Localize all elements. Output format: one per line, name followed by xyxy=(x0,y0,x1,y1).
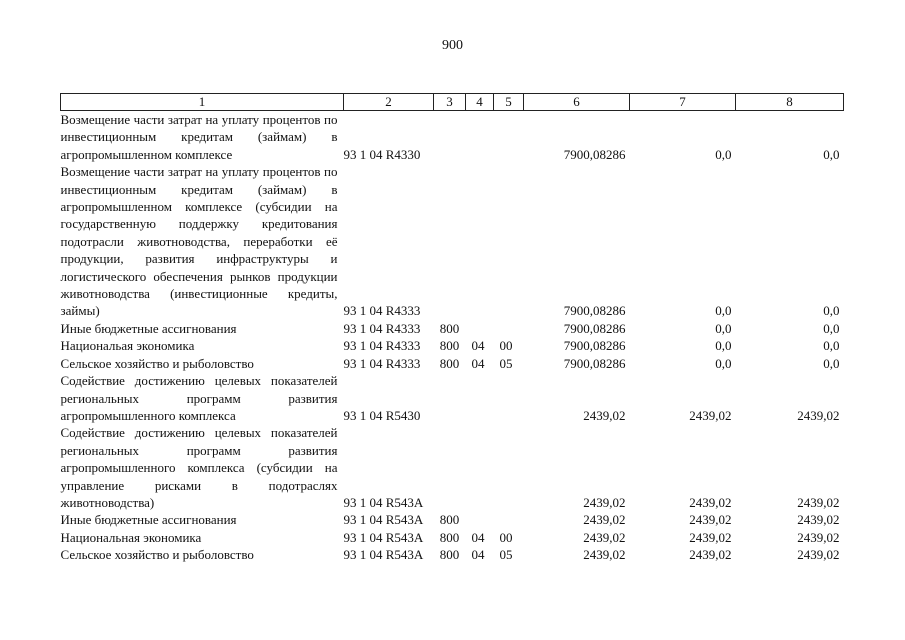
row-value-col8: 0,0 xyxy=(823,338,840,354)
row-name: Иные бюджетные ассигнования xyxy=(60,512,237,528)
row-subsection: 05 xyxy=(499,355,513,371)
header-col-6: 6 xyxy=(524,94,630,111)
row-section: 04 xyxy=(471,355,485,371)
row-subsection: 00 xyxy=(499,338,513,354)
row-value-col6: 2439,02 xyxy=(583,407,626,423)
row-expense-type: 800 xyxy=(439,338,460,354)
page-number: 900 xyxy=(442,38,463,53)
row-expense-type xyxy=(434,372,466,424)
row-name: Содействие достижению целевых показателей региональных программ развития агропромышленного комплекса xyxy=(60,373,338,423)
row-expense-type: 800 xyxy=(439,320,460,336)
row-code: 93 1 04 R4333 xyxy=(343,355,421,371)
row-code: 93 1 04 R4333 xyxy=(343,320,421,336)
header-col-4: 4 xyxy=(466,94,494,111)
row-value-col8: 2439,02 xyxy=(797,547,840,563)
row-code: 93 1 04 R543A xyxy=(343,494,424,510)
row-expense-type: 800 xyxy=(439,529,460,545)
row-value-col6: 2439,02 xyxy=(583,547,626,563)
table-row xyxy=(61,337,844,354)
row-value-col6: 2439,02 xyxy=(583,494,626,510)
header-col-5: 5 xyxy=(494,94,524,111)
table-body xyxy=(61,111,844,564)
row-name: Национальая экономика xyxy=(60,338,195,354)
table-row xyxy=(61,372,844,424)
header-row xyxy=(61,94,844,111)
row-name: Содействие достижению целевых показателей региональных программ развития агропромышленного комплекса (субсидии на управление рисками в подотраслях животноводства) xyxy=(60,425,338,510)
header-col-3: 3 xyxy=(434,94,466,111)
row-section xyxy=(466,320,494,337)
row-value-col7: 2439,02 xyxy=(689,547,732,563)
row-section: 04 xyxy=(471,529,485,545)
row-code: 93 1 04 R543A xyxy=(343,529,424,545)
table-row xyxy=(61,529,844,546)
row-code: 93 1 04 R5430 xyxy=(343,407,421,423)
row-code: 93 1 04 R4333 xyxy=(343,338,421,354)
row-section xyxy=(466,111,494,164)
row-value-col7: 0,0 xyxy=(715,320,732,336)
row-value-col8: 0,0 xyxy=(823,355,840,371)
row-value-col6: 7900,08286 xyxy=(563,320,626,336)
row-value-col6: 2439,02 xyxy=(583,529,626,545)
row-value-col8: 0,0 xyxy=(823,146,840,162)
row-value-col6: 7900,08286 xyxy=(563,303,626,319)
table-row xyxy=(61,355,844,372)
row-name: Сельское хозяйство и рыболовство xyxy=(60,355,254,371)
row-expense-type xyxy=(434,111,466,164)
row-value-col7: 0,0 xyxy=(715,146,732,162)
row-expense-type xyxy=(434,424,466,511)
header-col-2: 2 xyxy=(344,94,434,111)
row-code: 93 1 04 R543A xyxy=(343,547,424,563)
row-code: 93 1 04 R4333 xyxy=(343,303,421,319)
header-col-8: 8 xyxy=(736,94,844,111)
table-row xyxy=(61,111,844,164)
row-value-col7: 0,0 xyxy=(715,338,732,354)
row-value-col8: 0,0 xyxy=(823,303,840,319)
row-subsection xyxy=(494,111,524,164)
row-value-col6: 2439,02 xyxy=(583,512,626,528)
row-value-col7: 0,0 xyxy=(715,355,732,371)
row-value-col8: 2439,02 xyxy=(797,407,840,423)
table-row xyxy=(61,163,844,320)
row-value-col8: 2439,02 xyxy=(797,494,840,510)
row-subsection xyxy=(494,424,524,511)
budget-table xyxy=(60,93,844,564)
row-section: 04 xyxy=(471,547,485,563)
row-name: Возмещение части затрат на уплату процентов по инвестиционным кредитам (займам) в агропромышленном комплексе (субсидии на государственную поддержку кредитования подотрасли животноводства, переработки её продукции, развития инфраструктуры и логистического обеспечения рынков продукции животноводства (инвестиционные кредиты, займы) xyxy=(60,164,338,319)
row-expense-type: 800 xyxy=(439,547,460,563)
header-col-1: 1 xyxy=(61,94,344,111)
row-subsection xyxy=(494,163,524,320)
row-value-col8: 2439,02 xyxy=(797,512,840,528)
row-value-col7: 2439,02 xyxy=(689,494,732,510)
row-subsection xyxy=(494,320,524,337)
row-value-col7: 2439,02 xyxy=(689,407,732,423)
row-value-col6: 7900,08286 xyxy=(563,146,626,162)
row-section xyxy=(466,372,494,424)
row-value-col7: 0,0 xyxy=(715,303,732,319)
row-expense-type: 800 xyxy=(439,355,460,371)
row-name: Сельское хозяйство и рыболовство xyxy=(60,547,254,563)
row-section xyxy=(466,163,494,320)
table-header xyxy=(61,94,844,111)
row-subsection: 05 xyxy=(499,547,513,563)
row-value-col7: 2439,02 xyxy=(689,529,732,545)
row-expense-type: 800 xyxy=(439,512,460,528)
row-name: Национальная экономика xyxy=(60,529,202,545)
row-section: 04 xyxy=(471,338,485,354)
row-expense-type xyxy=(434,163,466,320)
row-section xyxy=(466,424,494,511)
row-code: 93 1 04 R4330 xyxy=(343,146,421,162)
row-name: Возмещение части затрат на уплату процентов по инвестиционным кредитам (займам) в агропромышленном комплексе xyxy=(60,112,338,162)
header-col-7: 7 xyxy=(630,94,736,111)
table-row xyxy=(61,424,844,511)
row-value-col8: 2439,02 xyxy=(797,529,840,545)
row-value-col6: 7900,08286 xyxy=(563,338,626,354)
row-subsection: 00 xyxy=(499,529,513,545)
row-section xyxy=(466,511,494,528)
table-row xyxy=(61,546,844,563)
row-name: Иные бюджетные ассигнования xyxy=(60,320,237,336)
table-row xyxy=(61,511,844,528)
row-value-col6: 7900,08286 xyxy=(563,355,626,371)
table-row xyxy=(61,320,844,337)
row-subsection xyxy=(494,511,524,528)
row-subsection xyxy=(494,372,524,424)
row-value-col7: 2439,02 xyxy=(689,512,732,528)
row-value-col8: 0,0 xyxy=(823,320,840,336)
row-code: 93 1 04 R543A xyxy=(343,512,424,528)
